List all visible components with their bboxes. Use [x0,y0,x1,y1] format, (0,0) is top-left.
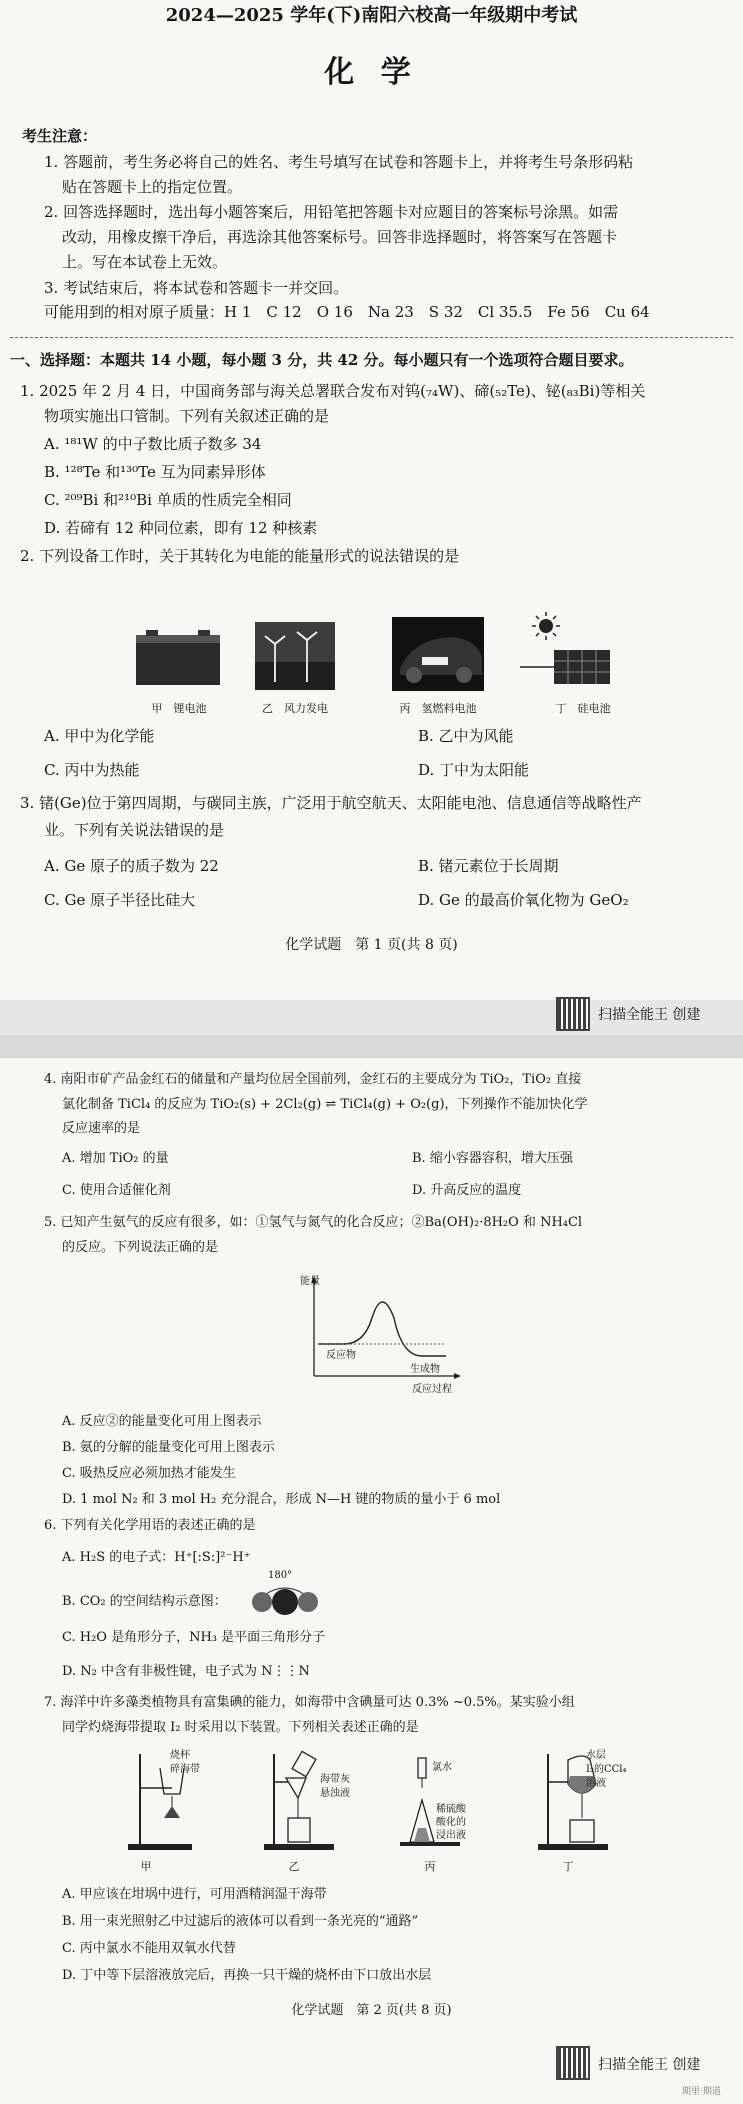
q2-caption: 丙 氢燃料电池 [399,702,477,715]
notice-line: 上。写在本试卷上无效。 [62,253,228,271]
q1-option-c: C. ²⁰⁹Bi 和²¹⁰Bi 单质的性质完全相同 [44,491,292,509]
notice-title: 考生注意： [22,127,98,145]
q7-label: 浸出液 [436,1830,466,1841]
q7-caption: 乙 [288,1860,300,1873]
q2-option-d: D. 丁中为太阳能 [418,761,530,779]
q7-label: 悬浊液 [320,1788,350,1799]
notice-line: 贴在答题卡上的指定位置。 [62,178,243,196]
divider [10,337,733,338]
q5-option-c: C. 吸热反应必须加热才能发生 [62,1466,236,1481]
q3-option-d: D. Ge 的最高价氧化物为 GeO₂ [418,891,629,909]
q4-option-b: B. 缩小容器容积，增大压强 [412,1151,573,1166]
subject-title: 化 学 [324,55,419,90]
q7-caption: 丁 [562,1860,574,1873]
notice-line: 改动，用橡皮擦干净后，再选涂其他答案标号。回答非选择题时，将答案写在答题卡 [62,228,618,246]
page-gap [0,1035,743,1058]
q7-stem: 同学灼烧海带提取 I₂ 时采用以下装置。下列相关表述正确的是 [62,1720,419,1735]
q1-option-b: B. ¹²⁸Te 和¹³⁰Te 互为同素异形体 [44,463,266,481]
page-footer: 化学试题 第 1 页(共 8 页) [285,937,458,953]
co2-ball-model [240,1582,330,1616]
q1-option-d: D. 若碲有 12 种同位素，即有 12 种核素 [44,519,318,537]
exam-page-1 [0,0,743,1000]
notice-line: 2. 回答选择题时，选出每小题答案后，用铅笔把答题卡对应题目的答案标号涂黑。如需 [44,203,619,221]
q2-caption: 丁 硅电池 [555,702,611,715]
diagram-x-label: 反应过程 [412,1384,452,1395]
q4-stem: 4. 南阳市矿产品金红石的储量和产量均位居全国前列，金红石的主要成分为 TiO₂，TiO₂ 直接 [44,1072,582,1087]
exam-page-2 [0,1058,743,2104]
qr-code-icon [556,997,590,1031]
q1-option-a: A. ¹⁸¹W 的中子数比质子数多 34 [44,435,262,453]
page-footer: 化学试题 第 2 页(共 8 页) [291,2003,452,2018]
q2-caption: 甲 锂电池 [151,702,207,715]
q3-option-b: B. 锗元素位于长周期 [418,857,559,875]
exam-header: 2024—2025 学年(下)南阳六校高一年级期中考试 [165,5,578,26]
apparatus-yi [260,1748,350,1852]
atomic-masses: 可能用到的相对原子质量：H 1 C 12 O 16 Na 23 S 32 Cl 35.5 Fe 56 Cu 64 [44,303,650,321]
q4-stem: 氯化制备 TiCl₄ 的反应为 TiO₂(s) + 2Cl₂(g) ⇌ TiCl₄(g) + O₂(g)，下列操作不能加快化学 [62,1097,588,1112]
co2-angle-label: 180° [268,1570,293,1581]
q4-option-a: A. 增加 TiO₂ 的量 [62,1151,169,1166]
q7-label: I₂的CCl₄ [586,1764,627,1775]
q2-option-b: B. 乙中为风能 [418,727,514,745]
q7-label: 溶液 [586,1778,606,1789]
q7-option-d: D. 丁中等下层溶液放完后，再换一只干燥的烧杯由下口放出水层 [62,1968,432,1983]
q2-stem: 2. 下列设备工作时，关于其转化为电能的能量形式的说法错误的是 [20,547,460,565]
q2-caption: 乙 风力发电 [262,702,328,715]
q7-caption: 丙 [424,1860,436,1873]
q2-option-a: A. 甲中为化学能 [44,727,155,745]
lithium-battery-image [130,627,226,689]
q6-option-d: D. N₂ 中含有非极性键，电子式为 N⋮⋮N [62,1664,310,1679]
hydrogen-fuel-car-image [392,617,484,691]
q7-label: 烧杯 [170,1750,190,1761]
q3-option-c: C. Ge 原子半径比硅大 [44,891,196,909]
q6-stem: 6. 下列有关化学用语的表述正确的是 [44,1518,256,1533]
q1-stem: 1. 2025 年 2 月 4 日，中国商务部与海关总署联合发布对钨(₇₄W)、碲(₅₂Te)、铋(₈₃Bi)等相关 [20,382,646,400]
q3-stem: 业。下列有关说法错误的是 [44,821,225,839]
q7-option-c: C. 丙中氯水不能用双氧水代替 [62,1941,236,1956]
notice-line: 1. 答题前，考生务必将自己的姓名、考生号填写在试卷和答题卡上，并将考生号条形码粘 [44,153,634,171]
q7-caption: 甲 [140,1860,152,1873]
q6-option-b: B. CO₂ 的空间结构示意图： [62,1594,227,1609]
q7-label: 稀硫酸 [436,1804,466,1815]
diagram-product-label: 生成物 [410,1364,440,1375]
q7-label: 酸化的 [436,1817,466,1828]
scanner-watermark: 扫描全能王 创建 [598,1007,701,1023]
q7-stem: 7. 海洋中许多藻类植物具有富集碘的能力，如海带中含碘量可达 0.3% ~0.5%。某实验小组 [44,1695,575,1710]
diagram-reactant-label: 反应物 [326,1350,356,1361]
q5-stem: 5. 已知产生氨气的反应有很多，如：①氢气与氮气的化合反应；②Ba(OH)₂·8H₂O 和 NH₄Cl [44,1215,583,1230]
notice-line: 3. 考试结束后，将本试卷和答题卡一并交回。 [44,279,349,297]
section-heading: 一、选择题：本题共 14 小题，每小题 3 分，共 42 分。每小题只有一个选项符合题目要求。 [10,351,634,369]
q3-option-a: A. Ge 原子的质子数为 22 [44,857,219,875]
q5-option-b: B. 氨的分解的能量变化可用上图表示 [62,1440,275,1455]
q4-option-d: D. 升高反应的温度 [412,1183,522,1198]
q5-option-a: A. 反应②的能量变化可用上图表示 [62,1414,262,1429]
q7-option-a: A. 甲应该在坩埚中进行，可用酒精润湿干海带 [62,1887,327,1902]
q5-stem: 的反应。下列说法正确的是 [62,1240,219,1255]
q2-option-c: C. 丙中为热能 [44,761,140,779]
corner-mark: 期里·期道 [682,2087,721,2097]
wind-power-image [255,622,335,690]
q3-stem: 3. 锗(Ge)位于第四周期，与碳同主族，广泛用于航空航天、太阳能电池、信息通信等战略性产 [20,794,642,812]
scanner-watermark: 扫描全能王 创建 [598,2057,701,2073]
qr-code-icon [556,2046,590,2080]
q4-option-c: C. 使用合适催化剂 [62,1183,171,1198]
q5-option-d: D. 1 mol N₂ 和 3 mol H₂ 充分混合，形成 N—H 键的物质的量小于 6 mol [62,1492,501,1507]
diagram-y-label: 能量 [300,1276,320,1287]
q1-stem: 物项实施出口管制。下列有关叙述正确的是 [44,407,330,425]
q6-option-c: C. H₂O 是角形分子，NH₃ 是平面三角形分子 [62,1630,326,1645]
q7-option-b: B. 用一束光照射乙中过滤后的液体可以看到一条光亮的“通路” [62,1914,419,1929]
silicon-solar-cell-image [520,610,616,692]
q7-label: 水层 [586,1750,606,1761]
q7-label: 碎海带 [170,1764,200,1775]
q7-label: 氯水 [432,1762,452,1773]
q7-label: 海带灰 [320,1774,350,1785]
q4-stem: 反应速率的是 [62,1121,141,1136]
q6-option-a: A. H₂S 的电子式：H⁺[:S:]²⁻H⁺ [62,1550,251,1565]
